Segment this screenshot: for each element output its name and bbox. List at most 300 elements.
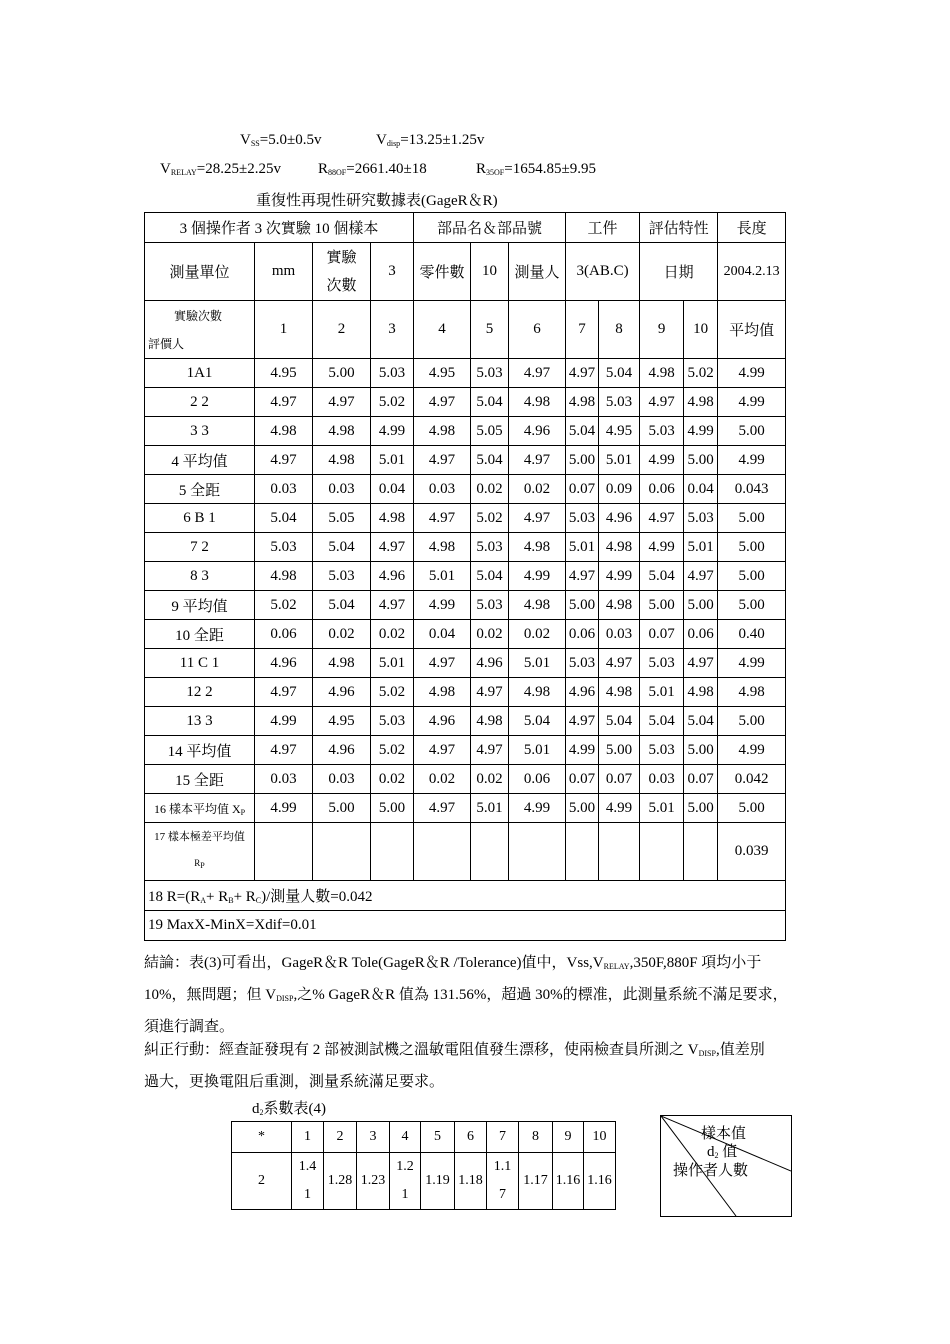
- table-cell: 5.04: [599, 359, 640, 388]
- row-average: 0.043: [718, 475, 786, 504]
- row-average: 4.99: [718, 359, 786, 388]
- d2-header-cell: 9: [553, 1122, 584, 1153]
- table-row: [145, 620, 786, 649]
- table-cell: 5.03: [313, 562, 371, 591]
- d2-coefficient-table: [231, 1121, 616, 1210]
- row-label: 1A1: [145, 359, 255, 388]
- table-cell: 4.99: [640, 533, 684, 562]
- table-cell: 4.98: [414, 533, 471, 562]
- parts-label: 零件數: [414, 243, 471, 301]
- spec-vrelay: $V_{RELAY}=28.25\pm 2.25v$: [160, 161, 281, 177]
- row-label: 2 2: [145, 388, 255, 417]
- empty-cell: [509, 823, 566, 881]
- table-cell: 4.98: [471, 707, 509, 736]
- table-cell: 5.01: [371, 649, 414, 678]
- trials-label: 實驗次數: [313, 243, 371, 301]
- table-cell: 4.96: [255, 649, 313, 678]
- table-cell: 4.99: [599, 562, 640, 591]
- sample-range-avg-text: 17 樣本極差平均值: [154, 831, 245, 843]
- table-cell: 4.99: [684, 417, 718, 446]
- d2-value-cell: 1.17: [519, 1153, 553, 1210]
- table-cell: 4.99: [640, 446, 684, 475]
- row-average: 4.99: [718, 388, 786, 417]
- row-18: [145, 881, 786, 911]
- d2-header-cell: 7: [487, 1122, 519, 1153]
- table-cell: 0.04: [684, 475, 718, 504]
- table-cell: 4.98: [599, 678, 640, 707]
- d2-header-cell: 10: [584, 1122, 616, 1153]
- table-cell: 4.97: [414, 446, 471, 475]
- d2-header-cell: 1: [292, 1122, 324, 1153]
- table-cell: 0.03: [255, 765, 313, 794]
- table-cell: 4.98: [509, 678, 566, 707]
- row-average: 5.00: [718, 417, 786, 446]
- sample-range-avg-label: [145, 823, 255, 881]
- table-row: [145, 736, 786, 765]
- table-cell: 4.97: [414, 504, 471, 533]
- average-header: 平均值: [718, 301, 786, 359]
- table-cell: 5.00: [684, 794, 718, 823]
- d2-value-cell: 1.19: [421, 1153, 455, 1210]
- table-cell: 4.99: [509, 794, 566, 823]
- table-row: [145, 446, 786, 475]
- row-label: 13 3: [145, 707, 255, 736]
- table-cell: 4.97: [414, 388, 471, 417]
- d2-header-cell: 2: [324, 1122, 357, 1153]
- d2-value-cell: 1.21: [390, 1153, 421, 1210]
- row-average: 5.00: [718, 504, 786, 533]
- spec-r35of: $R_{35OF}=1654.85\pm 9.95$: [476, 161, 596, 177]
- table-cell: 4.97: [566, 562, 599, 591]
- table-cell: 5.05: [471, 417, 509, 446]
- d2-value-cell: 1.18: [455, 1153, 487, 1210]
- table-cell: 5.03: [566, 504, 599, 533]
- row-label: 12 2: [145, 678, 255, 707]
- table-cell: 0.02: [371, 765, 414, 794]
- empty-cell: [471, 823, 509, 881]
- table-cell: 5.03: [640, 649, 684, 678]
- empty-cell: [414, 823, 471, 881]
- table-cell: 5.03: [471, 533, 509, 562]
- table-cell: 4.96: [509, 417, 566, 446]
- table-cell: 5.00: [684, 591, 718, 620]
- table-cell: 4.99: [371, 417, 414, 446]
- table-cell: 0.06: [566, 620, 599, 649]
- row-average: 0.40: [718, 620, 786, 649]
- table-cell: 5.03: [371, 707, 414, 736]
- d2-table-title: $d_2$系數表(4): [252, 1101, 326, 1117]
- table-row: [145, 707, 786, 736]
- empty-cell: [566, 823, 599, 881]
- table-cell: 0.09: [599, 475, 640, 504]
- table-cell: 0.02: [471, 620, 509, 649]
- table-cell: 0.03: [255, 475, 313, 504]
- table-cell: 4.97: [414, 794, 471, 823]
- row-average: 4.99: [718, 736, 786, 765]
- table-cell: 4.97: [371, 533, 414, 562]
- table-cell: 4.97: [509, 504, 566, 533]
- table-cell: 0.07: [599, 765, 640, 794]
- table-row: [145, 765, 786, 794]
- trial-col-header: 4: [414, 301, 471, 359]
- corrective-line-2: 過大，更換電阻后重測，測量系統滿足要求。: [144, 1074, 445, 1090]
- table-cell: 4.95: [414, 359, 471, 388]
- table-cell: 5.00: [566, 794, 599, 823]
- corrective-paragraph: [144, 1036, 824, 1097]
- table-cell: 0.03: [313, 765, 371, 794]
- d2-header-row: [232, 1122, 616, 1153]
- table-title: 重復性再現性研究數據表(GageR＆R): [256, 193, 498, 209]
- trial-col-header: 3: [371, 301, 414, 359]
- table-cell: 5.03: [471, 359, 509, 388]
- table-cell: 4.96: [599, 504, 640, 533]
- d2-header-cell: 4: [390, 1122, 421, 1153]
- unit-value: mm: [255, 243, 313, 301]
- table-cell: 4.97: [599, 649, 640, 678]
- operators-value: 3(AB.C): [566, 243, 640, 301]
- d2-value-cell: 1.41: [292, 1153, 324, 1210]
- characteristic-value: 長度: [718, 213, 786, 243]
- table-cell: 4.98: [509, 388, 566, 417]
- trial-col-header: 10: [684, 301, 718, 359]
- table-cell: 0.03: [599, 620, 640, 649]
- table-row: [145, 388, 786, 417]
- study-description: 3 個操作者 3 次實驗 10 個樣本: [145, 213, 414, 243]
- table-cell: 0.07: [684, 765, 718, 794]
- table-cell: 5.04: [471, 562, 509, 591]
- table-cell: 5.03: [255, 533, 313, 562]
- table-cell: 5.00: [313, 794, 371, 823]
- table-cell: 5.00: [684, 736, 718, 765]
- table-row: [145, 504, 786, 533]
- empty-cell: [599, 823, 640, 881]
- table-cell: 4.95: [599, 417, 640, 446]
- table-cell: 0.02: [313, 620, 371, 649]
- table-cell: 4.95: [255, 359, 313, 388]
- conclusion-line-3: 須進行調查。: [144, 1019, 235, 1035]
- table-cell: 4.97: [471, 678, 509, 707]
- trial-col-header: 8: [599, 301, 640, 359]
- diagonal-legend-box: [660, 1115, 792, 1217]
- table-cell: 5.04: [509, 707, 566, 736]
- table-cell: 0.03: [640, 765, 684, 794]
- table-cell: 5.04: [471, 446, 509, 475]
- table-cell: 0.03: [414, 475, 471, 504]
- table-cell: 5.02: [371, 678, 414, 707]
- table-cell: 5.04: [566, 417, 599, 446]
- gage-rr-table: [144, 212, 786, 941]
- table-cell: 0.06: [640, 475, 684, 504]
- table-cell: 5.01: [684, 533, 718, 562]
- table-cell: 5.02: [255, 591, 313, 620]
- table-cell: 0.07: [566, 475, 599, 504]
- table-row: [145, 649, 786, 678]
- table-cell: 5.04: [684, 707, 718, 736]
- conclusion-paragraph: [144, 949, 824, 1042]
- table-cell: 5.03: [684, 504, 718, 533]
- date-value: 2004.2.13: [718, 243, 786, 301]
- trial-col-header: 7: [566, 301, 599, 359]
- table-cell: 5.03: [640, 417, 684, 446]
- table-cell: 0.02: [471, 765, 509, 794]
- table-cell: 5.01: [509, 736, 566, 765]
- table-cell: 4.98: [640, 359, 684, 388]
- table-cell: 4.98: [414, 417, 471, 446]
- parts-value: 10: [471, 243, 509, 301]
- table-cell: 0.02: [471, 475, 509, 504]
- diag-sample-label: 樣本值: [701, 1126, 747, 1142]
- unit-label: 測量單位: [145, 243, 255, 301]
- d2-row-label: 2: [232, 1153, 292, 1210]
- table-row: [145, 591, 786, 620]
- table-cell: 5.04: [471, 388, 509, 417]
- table-cell: 5.04: [640, 562, 684, 591]
- table-cell: 4.97: [414, 736, 471, 765]
- characteristic-label: 評估特性: [640, 213, 718, 243]
- table-cell: 4.97: [255, 678, 313, 707]
- table-cell: 0.07: [566, 765, 599, 794]
- d2-header-cell: 3: [357, 1122, 390, 1153]
- table-cell: 4.97: [509, 446, 566, 475]
- appraiser-label: 評價人: [148, 336, 185, 351]
- empty-cell: [255, 823, 313, 881]
- trial-label: 實驗次數: [174, 308, 223, 323]
- table-cell: 4.99: [599, 794, 640, 823]
- operators-label: 測量人: [509, 243, 566, 301]
- trial-col-header: 1: [255, 301, 313, 359]
- d2-value-cell: 1.16: [584, 1153, 616, 1210]
- table-cell: 4.96: [414, 707, 471, 736]
- d2-value-cell: 1.17: [487, 1153, 519, 1210]
- row-average: 5.00: [718, 533, 786, 562]
- table-cell: 4.99: [414, 591, 471, 620]
- row-average: 5.00: [718, 707, 786, 736]
- table-cell: 5.01: [509, 649, 566, 678]
- spec-r88of: $R_{88OF}=2661.40\pm 18$: [318, 161, 427, 177]
- table-cell: 4.98: [566, 388, 599, 417]
- d2-header-cell: 6: [455, 1122, 487, 1153]
- table-cell: 4.97: [566, 359, 599, 388]
- table-cell: 4.97: [684, 649, 718, 678]
- table-cell: 0.06: [684, 620, 718, 649]
- table-cell: 5.04: [313, 533, 371, 562]
- row-label: 8 3: [145, 562, 255, 591]
- row-label: 4 平均值: [145, 446, 255, 475]
- table-cell: 5.01: [414, 562, 471, 591]
- diag-d2-label: $d_2$ 值: [707, 1144, 738, 1160]
- row-average: 5.00: [718, 794, 786, 823]
- table-cell: 5.04: [640, 707, 684, 736]
- row-label: 10 全距: [145, 620, 255, 649]
- table-cell: 4.98: [313, 446, 371, 475]
- table-cell: 5.02: [371, 736, 414, 765]
- table-cell: 4.98: [371, 504, 414, 533]
- table-cell: 4.98: [509, 591, 566, 620]
- table-cell: 4.98: [684, 388, 718, 417]
- table-cell: 5.03: [599, 388, 640, 417]
- table-cell: 5.01: [566, 533, 599, 562]
- diag-operators-label: 操作者人數: [673, 1163, 749, 1179]
- trial-col-header: 6: [509, 301, 566, 359]
- row-label: 11 C 1: [145, 649, 255, 678]
- table-row: [145, 417, 786, 446]
- sample-range-avg-symbol: $R_P$: [194, 858, 205, 870]
- table-cell: 0.02: [414, 765, 471, 794]
- table-cell: 4.98: [599, 591, 640, 620]
- table-cell: 0.02: [509, 620, 566, 649]
- table-cell: 4.97: [684, 562, 718, 591]
- d2-header-cell: 5: [421, 1122, 455, 1153]
- row-average: 5.00: [718, 591, 786, 620]
- table-cell: 4.97: [255, 388, 313, 417]
- table-cell: 4.98: [684, 678, 718, 707]
- xdif-formula: 19 MaxX-MinX=Xdif=0.01: [145, 911, 786, 941]
- table-cell: 0.02: [371, 620, 414, 649]
- row-label: 3 3: [145, 417, 255, 446]
- table-row: [145, 359, 786, 388]
- sample-range-avg-value: 0.039: [718, 823, 786, 881]
- header-row-1: [145, 213, 786, 243]
- trial-col-header: 5: [471, 301, 509, 359]
- d2-value-row: [232, 1153, 616, 1210]
- row-average: 4.99: [718, 446, 786, 475]
- d2-header-cell: *: [232, 1122, 292, 1153]
- corrective-line-1: 糾正行動：經查証發現有 2 部被測試機之溫敏電阻值發生漂移，使兩檢查員所測之 $V_{DISP}$,值差別: [144, 1042, 765, 1058]
- table-cell: 5.03: [471, 591, 509, 620]
- trial-col-header: 9: [640, 301, 684, 359]
- table-cell: 5.02: [371, 388, 414, 417]
- table-cell: 0.02: [509, 475, 566, 504]
- table-row: [145, 794, 786, 823]
- table-cell: 5.00: [566, 591, 599, 620]
- table-cell: 5.03: [566, 649, 599, 678]
- row-label: 9 平均值: [145, 591, 255, 620]
- spec-vss: $V_{SS}=5.0\pm 0.5v$: [240, 132, 322, 148]
- empty-cell: [371, 823, 414, 881]
- row-average: 0.042: [718, 765, 786, 794]
- table-cell: 4.97: [471, 736, 509, 765]
- trials-value: 3: [371, 243, 414, 301]
- table-cell: 5.01: [471, 794, 509, 823]
- table-cell: 4.95: [313, 707, 371, 736]
- conclusion-line-1: 結論：表(3)可看出，GageR＆R Tole(GageR＆R /Tolerance)值中，$Vss,V_{RELAY},350F,880F$ 項均小于: [144, 955, 762, 971]
- table-cell: 5.04: [313, 591, 371, 620]
- empty-cell: [684, 823, 718, 881]
- table-row: [145, 475, 786, 504]
- table-row: [145, 533, 786, 562]
- table-cell: 4.99: [255, 707, 313, 736]
- table-cell: 5.01: [599, 446, 640, 475]
- table-cell: 5.04: [255, 504, 313, 533]
- table-cell: 4.99: [566, 736, 599, 765]
- d2-value-cell: 1.23: [357, 1153, 390, 1210]
- table-cell: 4.99: [255, 794, 313, 823]
- spec-line-1: [240, 132, 321, 149]
- table-cell: 4.98: [509, 533, 566, 562]
- table-cell: 5.05: [313, 504, 371, 533]
- table-cell: 5.00: [566, 446, 599, 475]
- d2-header-cell: 8: [519, 1122, 553, 1153]
- table-cell: 4.98: [255, 562, 313, 591]
- table-cell: 4.97: [371, 591, 414, 620]
- table-cell: 4.97: [414, 649, 471, 678]
- table-cell: 5.02: [684, 359, 718, 388]
- row-average: 5.00: [718, 562, 786, 591]
- header-row-2: [145, 243, 786, 301]
- row-label: 6 B 1: [145, 504, 255, 533]
- table-cell: 5.00: [640, 591, 684, 620]
- table-cell: 5.00: [599, 736, 640, 765]
- table-cell: 0.04: [414, 620, 471, 649]
- table-cell: 0.07: [640, 620, 684, 649]
- table-cell: 5.04: [599, 707, 640, 736]
- row-label: 16 樣本平均值 $X_P$: [145, 794, 255, 823]
- conclusion-line-2: 10%，無問題；但 $V_{DISP}$,之% GageR＆R 值為 131.56%，超過 30%的標准，此測量系統不滿足要求，: [144, 987, 788, 1003]
- combined-range-formula: 18 $R=(R_A+ R_B+ R_C)/$測量人數=0.042: [145, 881, 786, 911]
- table-cell: 5.01: [640, 794, 684, 823]
- part-name-label: 部品名＆部品號: [414, 213, 566, 243]
- table-cell: 4.98: [313, 417, 371, 446]
- table-cell: 5.03: [640, 736, 684, 765]
- header-row-3: [145, 301, 786, 359]
- process-label: 工件: [566, 213, 640, 243]
- date-label: 日期: [640, 243, 718, 301]
- table-cell: 4.96: [471, 649, 509, 678]
- table-cell: 5.00: [313, 359, 371, 388]
- table-cell: 4.96: [313, 736, 371, 765]
- row-label: 15 全距: [145, 765, 255, 794]
- sample-range-avg-row: [145, 823, 786, 881]
- table-cell: 4.97: [255, 446, 313, 475]
- table-cell: 4.96: [313, 678, 371, 707]
- table-cell: 5.02: [471, 504, 509, 533]
- table-cell: 4.98: [414, 678, 471, 707]
- trial-appraiser-header: [145, 301, 255, 359]
- table-cell: 5.01: [640, 678, 684, 707]
- table-cell: 4.96: [371, 562, 414, 591]
- table-row: [145, 678, 786, 707]
- table-cell: 4.97: [313, 388, 371, 417]
- table-cell: 0.06: [255, 620, 313, 649]
- table-cell: 0.03: [313, 475, 371, 504]
- table-cell: 4.97: [640, 504, 684, 533]
- d2-value-cell: 1.28: [324, 1153, 357, 1210]
- table-cell: 4.98: [255, 417, 313, 446]
- table-cell: 4.97: [566, 707, 599, 736]
- trial-col-header: 2: [313, 301, 371, 359]
- table-cell: 0.04: [371, 475, 414, 504]
- table-cell: 4.98: [313, 649, 371, 678]
- row-average: 4.99: [718, 649, 786, 678]
- table-cell: 4.97: [509, 359, 566, 388]
- row-average: 4.98: [718, 678, 786, 707]
- row-19: [145, 911, 786, 941]
- table-cell: 4.99: [509, 562, 566, 591]
- table-cell: 4.96: [566, 678, 599, 707]
- table-row: [145, 562, 786, 591]
- table-cell: 0.06: [509, 765, 566, 794]
- table-cell: 4.98: [599, 533, 640, 562]
- row-label: 7 2: [145, 533, 255, 562]
- row-label: 5 全距: [145, 475, 255, 504]
- table-cell: 4.97: [255, 736, 313, 765]
- spec-vdisp: $V_{disp}=13.25\pm 1.25v$: [376, 132, 485, 148]
- table-cell: 5.01: [371, 446, 414, 475]
- empty-cell: [313, 823, 371, 881]
- table-cell: 5.03: [371, 359, 414, 388]
- row-label: 14 平均值: [145, 736, 255, 765]
- table-cell: 4.97: [640, 388, 684, 417]
